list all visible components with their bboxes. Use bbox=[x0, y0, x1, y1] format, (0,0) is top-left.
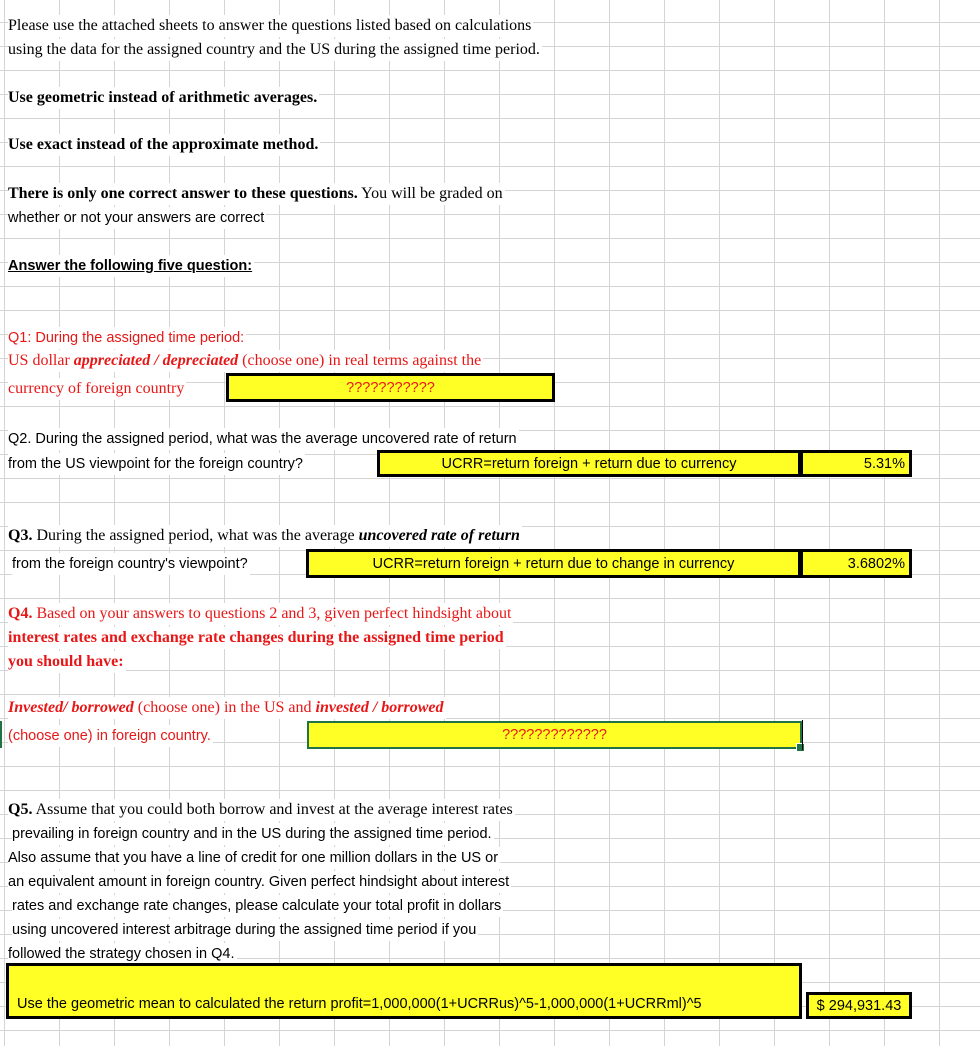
q3-formula: UCRR=return foreign + return due to change in currency bbox=[372, 555, 735, 572]
q5-answer-cell[interactable] bbox=[806, 992, 912, 1019]
q4-us-choice: Invested/ borrowed bbox=[8, 699, 134, 716]
answer-heading[interactable]: Answer the following five question: bbox=[8, 255, 254, 277]
q5-line-2[interactable]: prevailing in foreign country and in the US during the assigned time period. bbox=[12, 823, 494, 845]
q5-line-5[interactable]: rates and exchange rate changes, please calculate your total profit in dollars bbox=[12, 895, 503, 917]
q3-ucrr: uncovered rate of return bbox=[358, 527, 520, 544]
q4-text: Based on your answers to questions 2 and 3, given perfect hindsight about bbox=[32, 605, 512, 622]
q3-prefix: Q3. bbox=[8, 527, 33, 544]
q4-foreign-choice: invested / borrowed bbox=[315, 699, 444, 716]
q4-line-1[interactable] bbox=[8, 603, 513, 625]
q5-line-3[interactable]: Also assume that you have a line of credit for one million dollars in the US or bbox=[8, 847, 500, 869]
q3-formula-cell[interactable] bbox=[306, 549, 801, 578]
instruction-geometric[interactable]: Use geometric instead of arithmetic averages. bbox=[8, 87, 319, 109]
q3-answer: 3.6802% bbox=[847, 555, 905, 572]
q3-line-2[interactable]: from the foreign country's viewpoint? bbox=[12, 553, 250, 575]
instruction-graded[interactable]: whether or not your answers are correct bbox=[8, 207, 266, 229]
q5-prefix: Q5. bbox=[8, 801, 33, 818]
q4-line-2[interactable]: interest rates and exchange rate changes during the assigned time period bbox=[8, 627, 506, 649]
q1-answer-cell[interactable] bbox=[226, 373, 555, 402]
q1-line-3[interactable]: currency of foreign country bbox=[8, 378, 186, 400]
q1-answer: ??????????? bbox=[346, 379, 435, 396]
q1-line-2[interactable] bbox=[8, 350, 483, 372]
q1-choose-one: (choose one) in real terms against the bbox=[238, 352, 482, 369]
q5-answer: $ 294,931.43 bbox=[816, 997, 902, 1014]
q3-line-1[interactable] bbox=[8, 525, 522, 547]
q1-choice: appreciated / depreciated bbox=[73, 352, 239, 369]
q5-line-6[interactable]: using uncovered interest arbitrage during the assigned time period if you bbox=[12, 919, 478, 941]
q4-line-5[interactable]: (choose one) in foreign country. bbox=[8, 725, 213, 747]
q3-answer-cell[interactable] bbox=[800, 549, 912, 578]
q1-us-dollar: US dollar bbox=[8, 352, 74, 369]
q5-formula: Use the geometric mean to calculated the return profit=1,000,000(1+UCRRus)^5-1,000,000(1+UCRRml)^5 bbox=[17, 996, 702, 1012]
instruction-exact[interactable]: Use exact instead of the approximate method. bbox=[8, 134, 320, 156]
fill-handle[interactable] bbox=[796, 743, 805, 752]
q5-formula-cell[interactable] bbox=[6, 963, 802, 1019]
row-selection-marker bbox=[0, 721, 2, 748]
q2-answer-cell[interactable] bbox=[800, 450, 912, 477]
q5-text: Assume that you could both borrow and invest at the average interest rates bbox=[32, 801, 513, 818]
q4-line-3[interactable]: you should have: bbox=[8, 651, 126, 673]
q4-answer: ????????????? bbox=[502, 727, 607, 743]
q2-line-2[interactable]: from the US viewpoint for the foreign country? bbox=[8, 453, 305, 475]
q2-formula: UCRR=return foreign + return due to currency bbox=[441, 455, 737, 472]
q2-answer: 5.31% bbox=[863, 455, 905, 472]
q5-line-1[interactable] bbox=[8, 799, 515, 821]
q4-cell-border bbox=[802, 720, 803, 750]
q4-answer-cell[interactable] bbox=[307, 721, 802, 749]
q3-text: During the assigned period, what was the average bbox=[32, 527, 359, 544]
q5-line-4[interactable]: an equivalent amount in foreign country. Given perfect hindsight about interest bbox=[8, 871, 511, 893]
one-answer-rest: You will be graded on bbox=[357, 185, 503, 202]
intro-line-1[interactable]: Please use the attached sheets to answer the questions listed based on calculations bbox=[8, 15, 533, 37]
q5-line-7[interactable]: followed the strategy chosen in Q4. bbox=[8, 943, 237, 965]
one-answer-bold: There is only one correct answer to these questions. bbox=[8, 185, 358, 202]
q1-line-1[interactable]: Q1: During the assigned time period: bbox=[8, 327, 246, 349]
q2-line-1[interactable]: Q2. During the assigned period, what was the average uncovered rate of return bbox=[8, 428, 519, 450]
instruction-one-answer[interactable] bbox=[8, 183, 505, 205]
intro-line-2[interactable]: using the data for the assigned country and the US during the assigned time period. bbox=[8, 39, 542, 61]
q2-formula-cell[interactable] bbox=[377, 450, 801, 477]
q4-line-4[interactable] bbox=[8, 697, 446, 719]
q4-choose-one: (choose one) in the US and bbox=[133, 699, 316, 716]
q4-prefix: Q4. bbox=[8, 605, 33, 622]
